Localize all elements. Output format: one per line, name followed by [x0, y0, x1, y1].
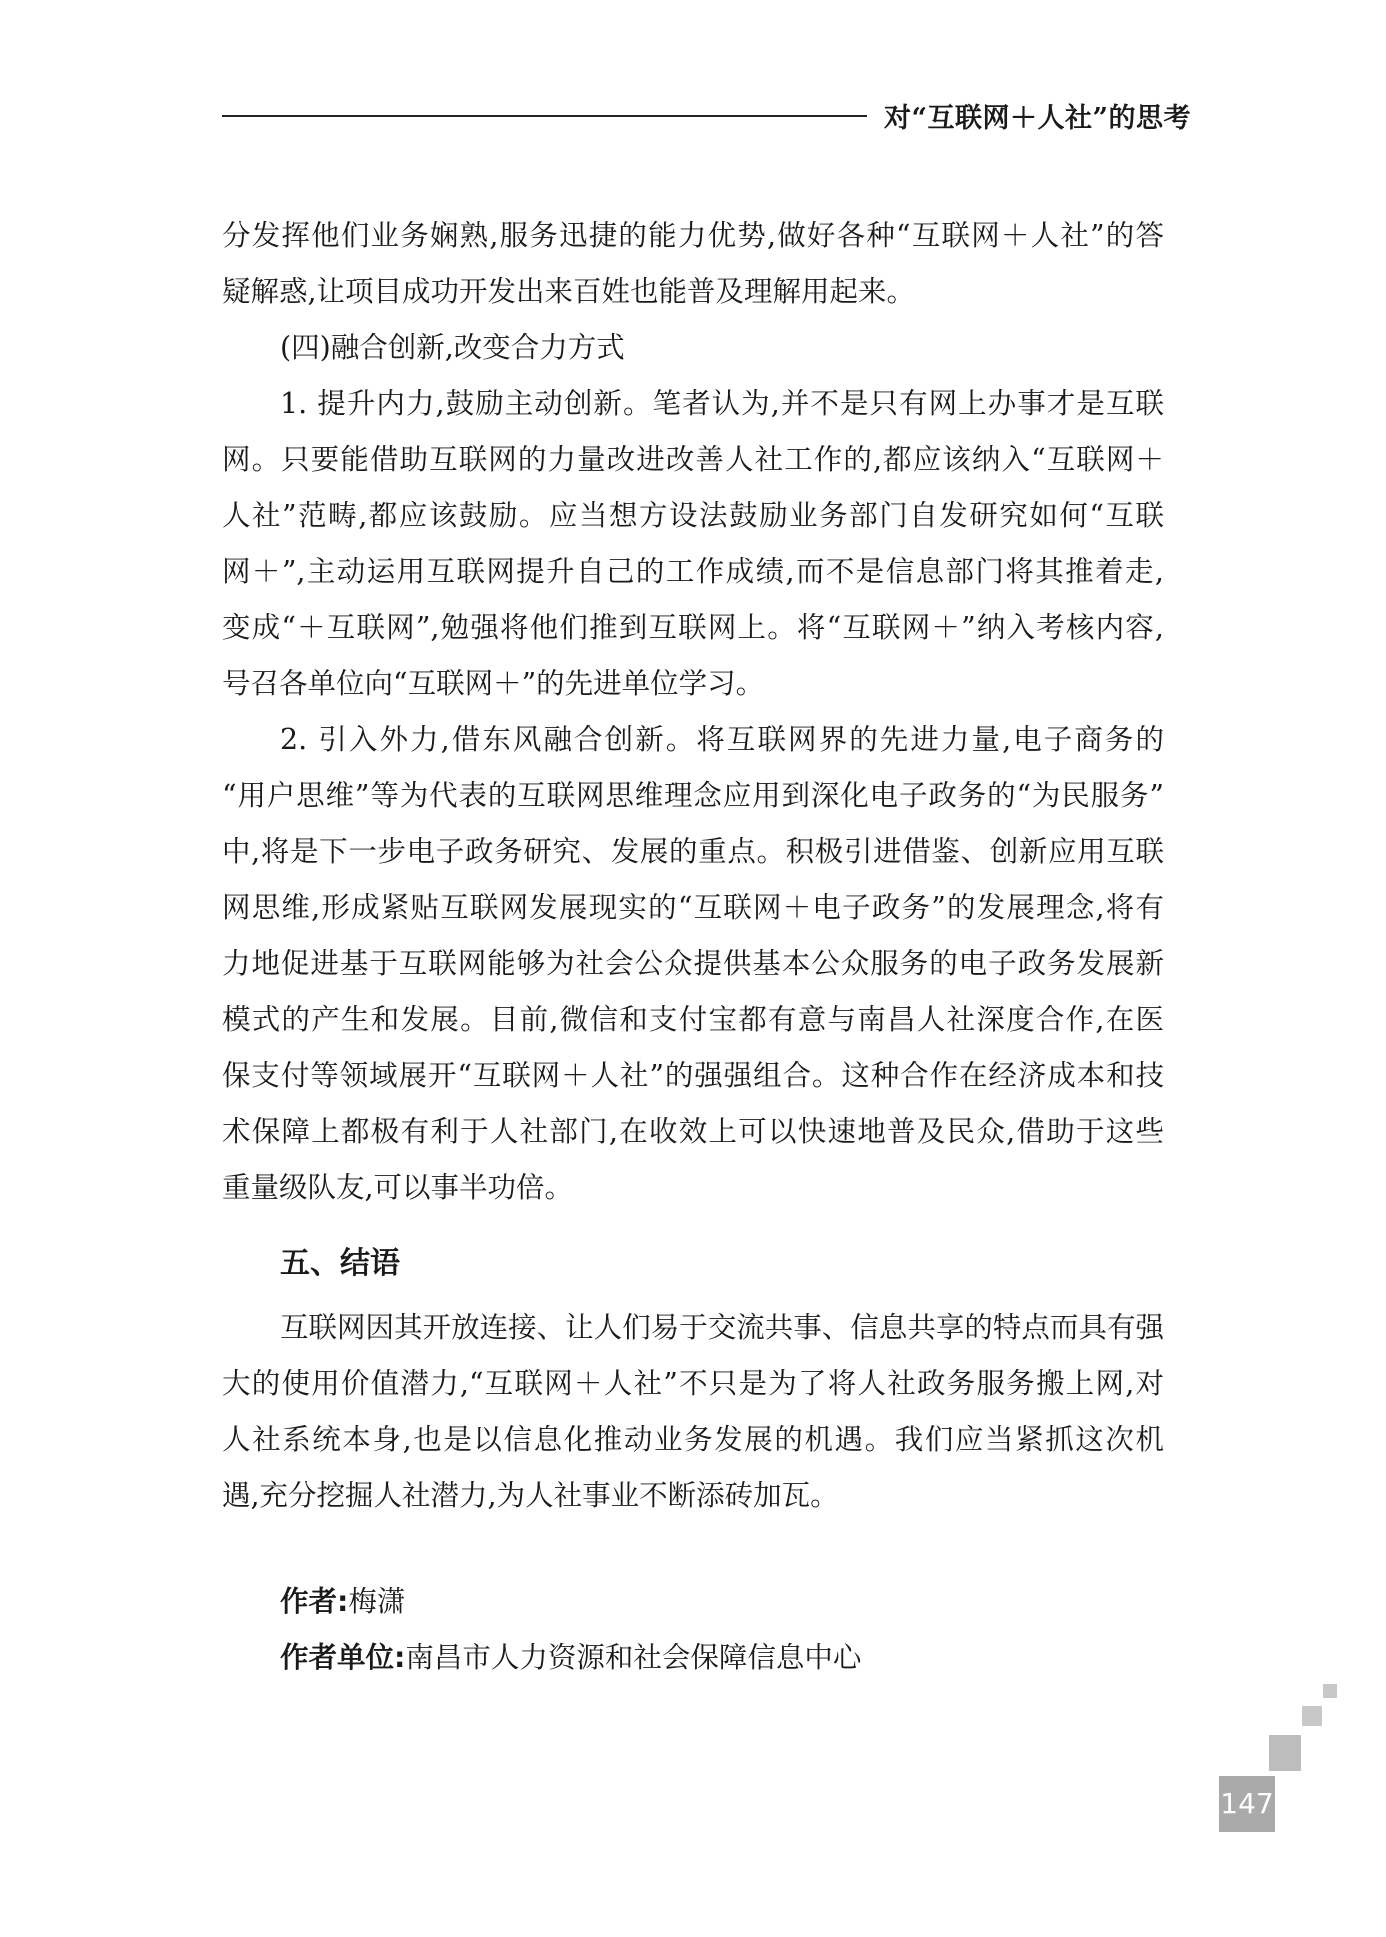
text-line: 疑解惑,让项目成功开发出来百姓也能普及理解用起来。	[222, 275, 916, 308]
text-line: 网＋”,主动运用互联网提升自己的工作成绩,而不是信息部门将其推着走,	[222, 555, 1164, 588]
text-line: 重量级队友,可以事半功倍。	[222, 1171, 574, 1204]
subsection-heading: (四)融合创新,改变合力方式	[280, 331, 625, 364]
text-line: 力地促进基于互联网能够为社会公众提供基本公众服务的电子政务发展新	[222, 947, 1164, 980]
author-unit-name: 南昌市人力资源和社会保障信息中心	[405, 1641, 862, 1674]
decorative-square	[1302, 1706, 1322, 1726]
page-number: 147	[1219, 1776, 1275, 1832]
text-line: 2. 引入外力,借东风融合创新。将互联网界的先进力量,电子商务的	[280, 723, 1164, 756]
author-name: 梅潇	[348, 1585, 406, 1618]
text-line: 中,将是下一步电子政务研究、发展的重点。积极引进借鉴、创新应用互联	[222, 835, 1164, 868]
decorative-square	[1323, 1684, 1337, 1698]
author-unit-line	[222, 1630, 1164, 1686]
text-line: 遇,充分挖掘人社潜力,为人社事业不断添砖加瓦。	[222, 1479, 839, 1512]
text-line: 变成“＋互联网”,勉强将他们推到互联网上。将“互联网＋”纳入考核内容,	[222, 611, 1164, 644]
text-line: 网思维,形成紧贴互联网发展现实的“互联网＋电子政务”的发展理念,将有	[222, 891, 1164, 924]
text-line: 互联网因其开放连接、让人们易于交流共事、信息共享的特点而具有强	[280, 1311, 1164, 1344]
author-unit-label: 作者单位:	[280, 1641, 406, 1674]
text-line: 1. 提升内力,鼓励主动创新。笔者认为,并不是只有网上办事才是互联	[280, 387, 1164, 420]
text-line: “用户思维”等为代表的互联网思维理念应用到深化电子政务的“为民服务”	[222, 779, 1164, 812]
text-line: 人社”范畴,都应该鼓励。应当想方设法鼓励业务部门自发研究如何“互联	[222, 499, 1164, 532]
text-line: 模式的产生和发展。目前,微信和支付宝都有意与南昌人社深度合作,在医	[222, 1003, 1164, 1036]
text-line: 大的使用价值潜力,“互联网＋人社”不只是为了将人社政务服务搬上网,对	[222, 1367, 1164, 1400]
text-line: 分发挥他们业务娴熟,服务迅捷的能力优势,做好各种“互联网＋人社”的答	[222, 219, 1164, 252]
article-body	[222, 208, 1164, 1686]
section-heading: 五、结语	[280, 1246, 400, 1281]
text-line: 保支付等领域展开“互联网＋人社”的强强组合。这种合作在经济成本和技	[222, 1059, 1164, 1092]
author-label: 作者:	[280, 1585, 349, 1618]
text-line: 号召各单位向“互联网＋”的先进单位学习。	[222, 667, 765, 700]
header-rule	[222, 115, 867, 117]
text-line: 术保障上都极有利于人社部门,在收效上可以快速地普及民众,借助于这些	[222, 1115, 1164, 1148]
author-line	[222, 1574, 1164, 1630]
running-title: 对“互联网＋人社”的思考	[884, 103, 1192, 134]
text-line: 人社系统本身,也是以信息化推动业务发展的机遇。我们应当紧抓这次机	[222, 1423, 1164, 1456]
decorative-square	[1269, 1735, 1301, 1771]
text-line: 网。只要能借助互联网的力量改进改善人社工作的,都应该纳入“互联网＋	[222, 443, 1164, 476]
